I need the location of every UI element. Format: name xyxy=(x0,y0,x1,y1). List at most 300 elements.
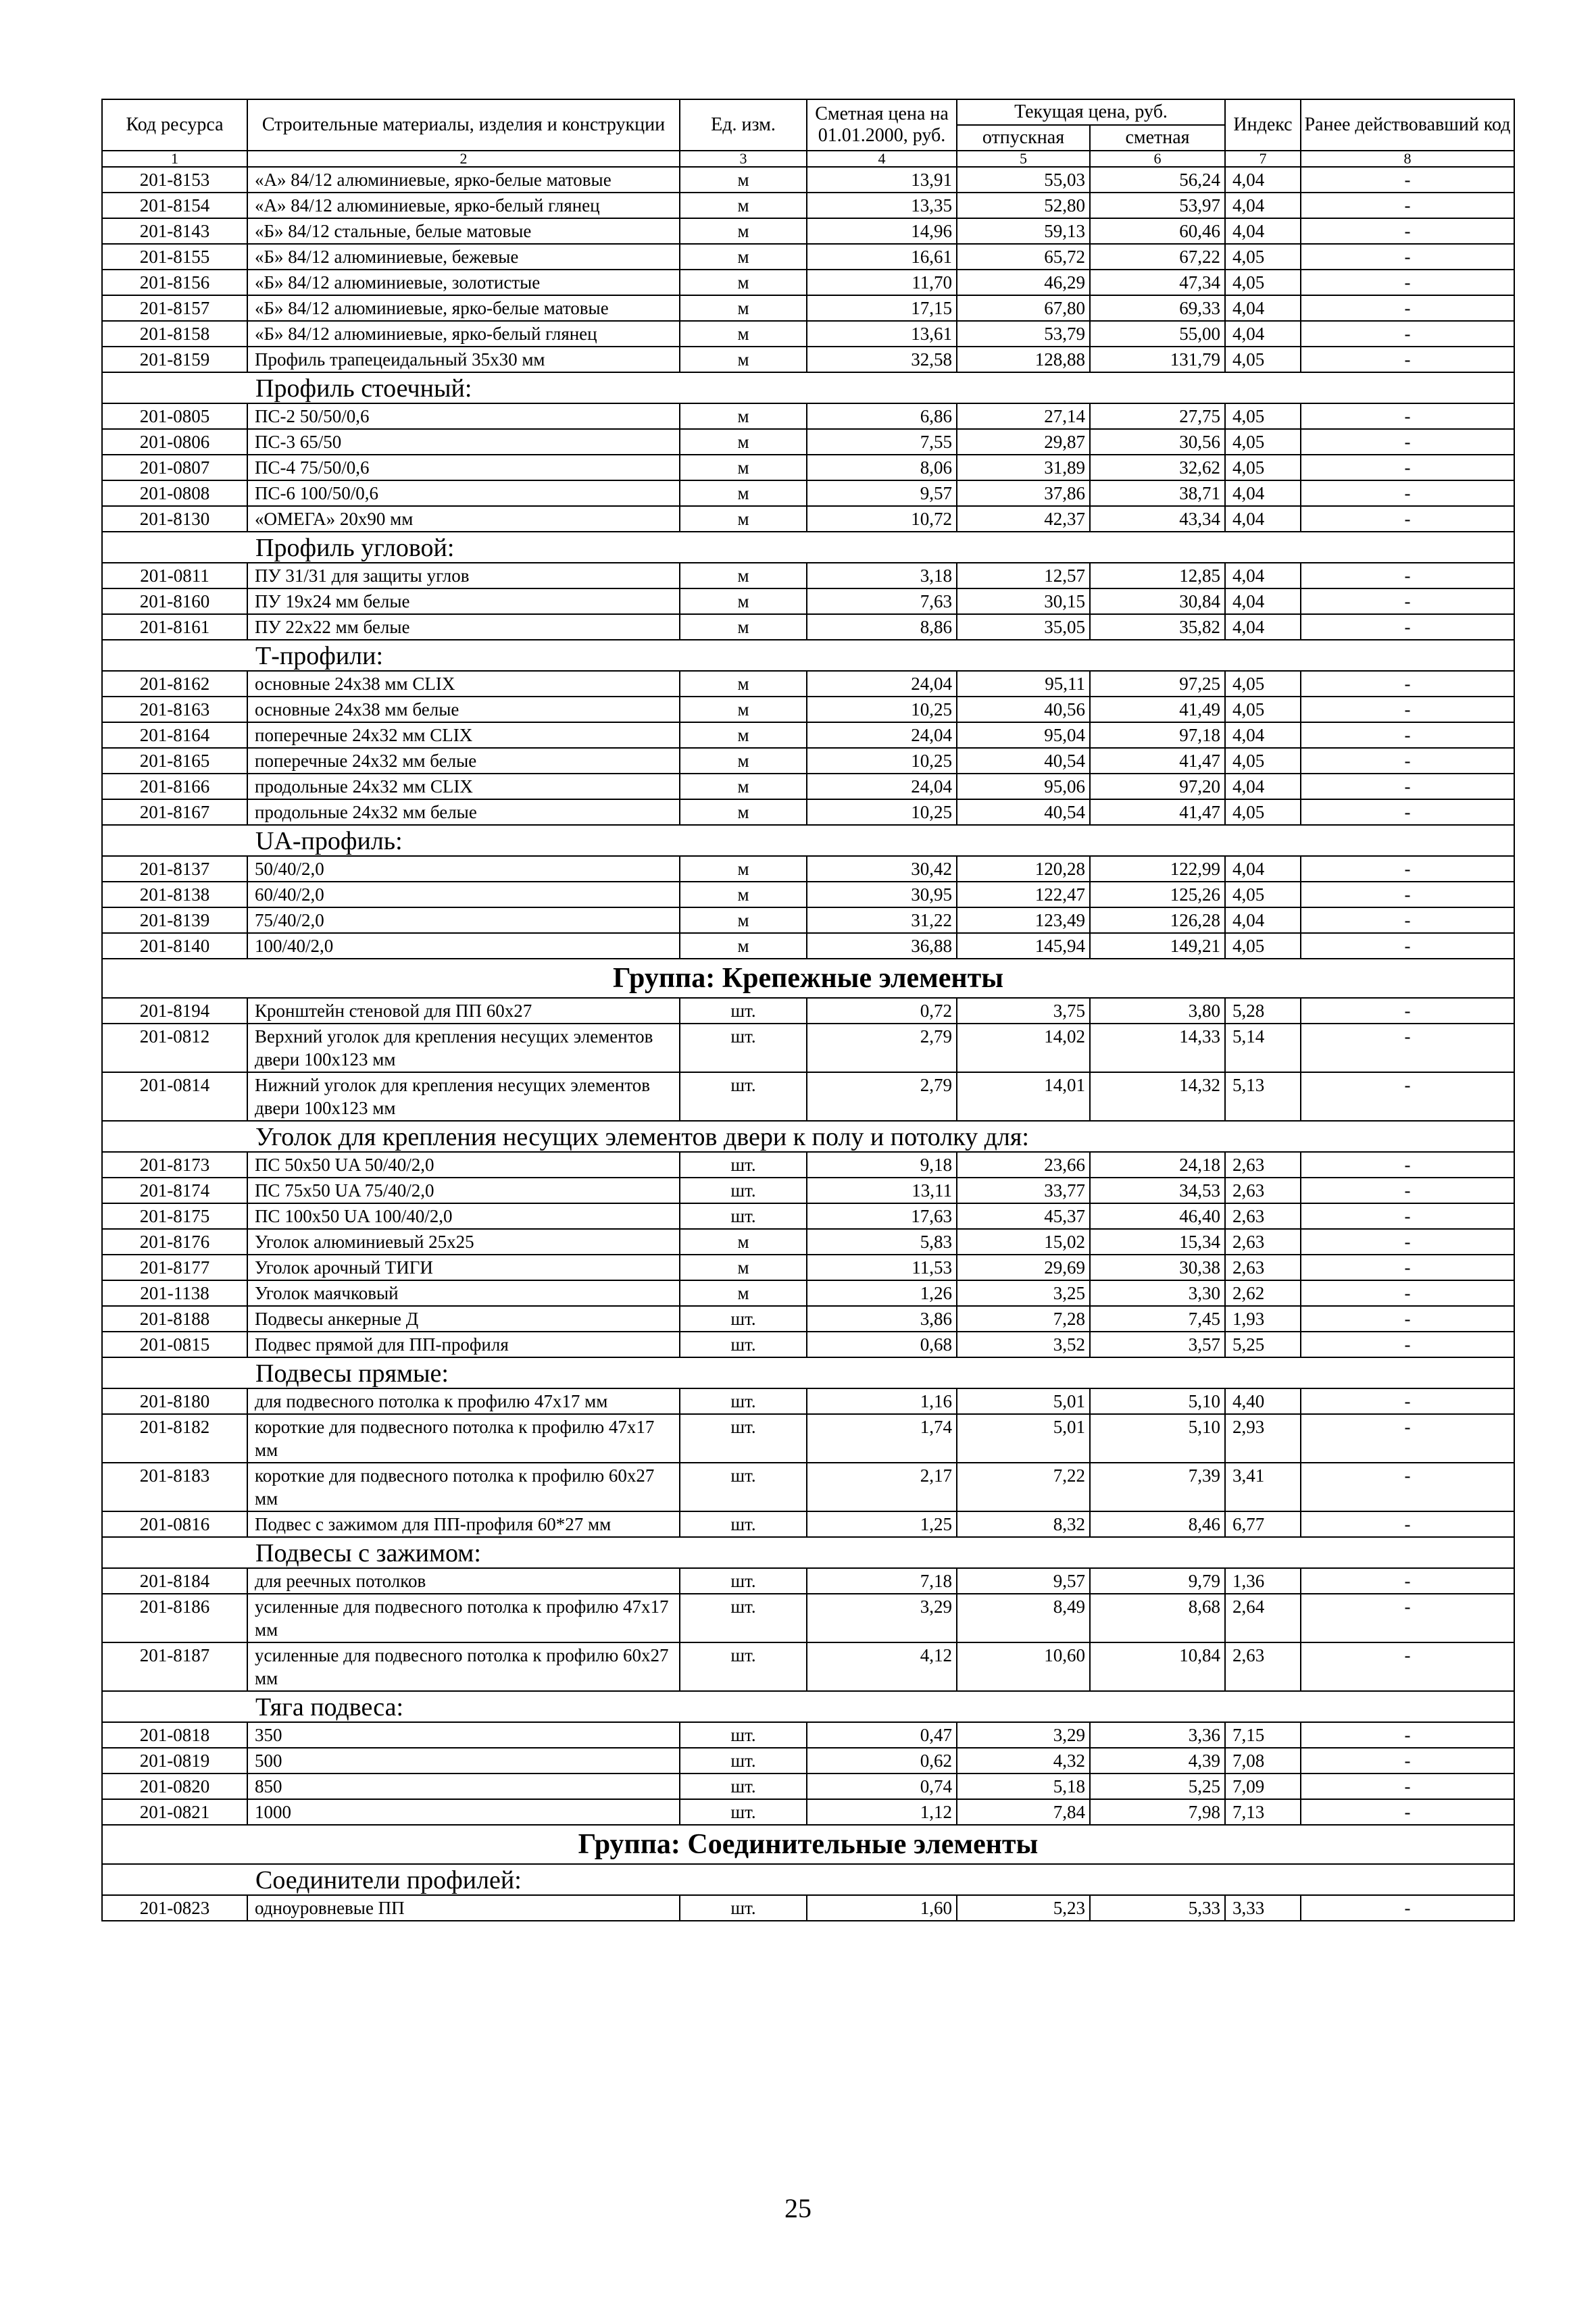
unit-cell: шт. xyxy=(680,1594,807,1642)
unit-cell: м xyxy=(680,429,807,455)
price-document xyxy=(101,99,1514,1921)
table-row xyxy=(102,347,1514,372)
material-name-cell: продольные 24x32 мм CLIX xyxy=(247,774,680,799)
table-row xyxy=(102,1799,1514,1825)
unit-cell: м xyxy=(680,218,807,244)
index-cell: 2,63 xyxy=(1225,1152,1301,1178)
unit-cell: м xyxy=(680,614,807,640)
base-price-cell: 14,96 xyxy=(807,218,957,244)
unit-cell: шт. xyxy=(680,1332,807,1357)
base-price-cell: 10,72 xyxy=(807,506,957,532)
unit-cell: м xyxy=(680,697,807,722)
prev-code-cell: - xyxy=(1301,882,1514,907)
estimate-price-cell: 7,45 xyxy=(1090,1306,1225,1332)
estimate-price-cell: 47,34 xyxy=(1090,270,1225,295)
index-cell: 4,04 xyxy=(1225,563,1301,588)
unit-cell: м xyxy=(680,774,807,799)
table-row xyxy=(102,455,1514,480)
release-price-cell: 30,15 xyxy=(957,588,1090,614)
unit-cell: м xyxy=(680,882,807,907)
prev-code-cell: - xyxy=(1301,270,1514,295)
estimate-price-cell: 30,84 xyxy=(1090,588,1225,614)
subgroup-heading-row xyxy=(102,1537,1514,1568)
estimate-price-cell: 56,24 xyxy=(1090,167,1225,193)
release-price-cell: 15,02 xyxy=(957,1229,1090,1255)
base-price-cell: 1,12 xyxy=(807,1799,957,1825)
release-price-cell: 27,14 xyxy=(957,403,1090,429)
release-price-cell: 67,80 xyxy=(957,295,1090,321)
base-price-cell: 7,55 xyxy=(807,429,957,455)
release-price-cell: 128,88 xyxy=(957,347,1090,372)
table-row xyxy=(102,270,1514,295)
resource-code-cell: 201-8160 xyxy=(102,588,247,614)
group-heading xyxy=(102,959,1514,998)
table-row xyxy=(102,1024,1514,1072)
material-name-cell: продольные 24x32 мм белые xyxy=(247,799,680,825)
index-cell: 4,04 xyxy=(1225,907,1301,933)
index-cell: 4,04 xyxy=(1225,722,1301,748)
material-name-cell: 100/40/2,0 xyxy=(247,933,680,959)
base-price-cell: 8,86 xyxy=(807,614,957,640)
unit-cell: м xyxy=(680,244,807,270)
estimate-price-cell: 69,33 xyxy=(1090,295,1225,321)
prev-code-cell: - xyxy=(1301,455,1514,480)
table-row xyxy=(102,907,1514,933)
subgroup-heading-text: Профиль угловой: xyxy=(255,534,455,562)
base-price-cell: 2,17 xyxy=(807,1463,957,1511)
base-price-cell: 13,35 xyxy=(807,193,957,218)
release-price-cell: 45,37 xyxy=(957,1203,1090,1229)
unit-cell: м xyxy=(680,193,807,218)
resource-code-cell: 201-8194 xyxy=(102,998,247,1024)
unit-cell: шт. xyxy=(680,1203,807,1229)
header-estimate-price: сметная xyxy=(1090,125,1225,151)
index-cell: 2,62 xyxy=(1225,1280,1301,1306)
table-row xyxy=(102,998,1514,1024)
release-price-cell: 35,05 xyxy=(957,614,1090,640)
release-price-cell: 7,84 xyxy=(957,1799,1090,1825)
estimate-price-cell: 27,75 xyxy=(1090,403,1225,429)
material-name-cell: усиленные для подвесного потолка к профилю 47x17 мм xyxy=(247,1594,680,1642)
unit-cell: шт. xyxy=(680,1152,807,1178)
base-price-cell: 36,88 xyxy=(807,933,957,959)
subgroup-heading-text: Соединители профилей: xyxy=(255,1866,522,1894)
prev-code-cell: - xyxy=(1301,1388,1514,1414)
unit-cell: шт. xyxy=(680,1799,807,1825)
release-price-cell: 53,79 xyxy=(957,321,1090,347)
release-price-cell: 3,25 xyxy=(957,1280,1090,1306)
index-cell: 2,63 xyxy=(1225,1642,1301,1691)
group-heading xyxy=(102,1825,1514,1864)
subgroup-heading-text: Т-профили: xyxy=(255,642,384,670)
material-name-cell: ПУ 19x24 мм белые xyxy=(247,588,680,614)
release-price-cell: 40,54 xyxy=(957,799,1090,825)
release-price-cell: 3,29 xyxy=(957,1722,1090,1748)
unit-cell: м xyxy=(680,347,807,372)
estimate-price-cell: 5,10 xyxy=(1090,1414,1225,1463)
unit-cell: шт. xyxy=(680,1748,807,1774)
unit-cell: шт. xyxy=(680,998,807,1024)
index-cell: 4,05 xyxy=(1225,933,1301,959)
prev-code-cell: - xyxy=(1301,1463,1514,1511)
prev-code-cell: - xyxy=(1301,480,1514,506)
material-name-cell: ПУ 22x22 мм белые xyxy=(247,614,680,640)
base-price-cell: 16,61 xyxy=(807,244,957,270)
unit-cell: шт. xyxy=(680,1072,807,1121)
header-base-price: Сметная цена на 01.01.2000, руб. xyxy=(807,99,957,151)
release-price-cell: 5,01 xyxy=(957,1414,1090,1463)
index-cell: 7,08 xyxy=(1225,1748,1301,1774)
base-price-cell: 24,04 xyxy=(807,722,957,748)
resource-code-cell: 201-8156 xyxy=(102,270,247,295)
index-cell: 6,77 xyxy=(1225,1511,1301,1537)
estimate-price-cell: 149,21 xyxy=(1090,933,1225,959)
material-name-cell: 75/40/2,0 xyxy=(247,907,680,933)
index-cell: 5,28 xyxy=(1225,998,1301,1024)
index-cell: 5,25 xyxy=(1225,1332,1301,1357)
release-price-cell: 40,56 xyxy=(957,697,1090,722)
resource-code-cell: 201-8162 xyxy=(102,671,247,697)
release-price-cell: 145,94 xyxy=(957,933,1090,959)
estimate-price-cell: 131,79 xyxy=(1090,347,1225,372)
table-row xyxy=(102,614,1514,640)
estimate-price-cell: 15,34 xyxy=(1090,1229,1225,1255)
table-row xyxy=(102,1722,1514,1748)
index-cell: 4,04 xyxy=(1225,295,1301,321)
release-price-cell: 5,23 xyxy=(957,1895,1090,1921)
prev-code-cell: - xyxy=(1301,588,1514,614)
page-number: 25 xyxy=(784,2193,812,2223)
base-price-cell: 3,29 xyxy=(807,1594,957,1642)
resource-code-cell: 201-8153 xyxy=(102,167,247,193)
base-price-cell: 1,60 xyxy=(807,1895,957,1921)
subgroup-heading xyxy=(102,640,1514,671)
prev-code-cell: - xyxy=(1301,403,1514,429)
subgroup-heading-row xyxy=(102,825,1514,856)
resource-code-cell: 201-0821 xyxy=(102,1799,247,1825)
column-number: 6 xyxy=(1090,151,1225,167)
index-cell: 4,04 xyxy=(1225,614,1301,640)
index-cell: 1,93 xyxy=(1225,1306,1301,1332)
subgroup-heading xyxy=(102,1864,1514,1895)
index-cell: 2,63 xyxy=(1225,1178,1301,1203)
resource-code-cell: 201-8180 xyxy=(102,1388,247,1414)
prev-code-cell: - xyxy=(1301,697,1514,722)
subgroup-heading-text: Тяга подвеса: xyxy=(255,1693,404,1721)
subgroup-heading xyxy=(102,1121,1514,1152)
base-price-cell: 3,18 xyxy=(807,563,957,588)
resource-code-cell: 201-1138 xyxy=(102,1280,247,1306)
resource-code-cell: 201-0812 xyxy=(102,1024,247,1072)
release-price-cell: 12,57 xyxy=(957,563,1090,588)
material-name-cell: ПС 100x50 UA 100/40/2,0 xyxy=(247,1203,680,1229)
material-name-cell: «Б» 84/12 алюминиевые, ярко-белый глянец xyxy=(247,321,680,347)
resource-code-cell: 201-8173 xyxy=(102,1152,247,1178)
estimate-price-cell: 41,47 xyxy=(1090,748,1225,774)
table-row xyxy=(102,1178,1514,1203)
resource-code-cell: 201-8139 xyxy=(102,907,247,933)
price-table xyxy=(101,99,1515,1921)
table-row xyxy=(102,1332,1514,1357)
estimate-price-cell: 60,46 xyxy=(1090,218,1225,244)
table-row xyxy=(102,480,1514,506)
unit-cell: м xyxy=(680,748,807,774)
table-row xyxy=(102,588,1514,614)
release-price-cell: 33,77 xyxy=(957,1178,1090,1203)
prev-code-cell: - xyxy=(1301,907,1514,933)
resource-code-cell: 201-8161 xyxy=(102,614,247,640)
base-price-cell: 11,53 xyxy=(807,1255,957,1280)
release-price-cell: 123,49 xyxy=(957,907,1090,933)
resource-code-cell: 201-8184 xyxy=(102,1568,247,1594)
base-price-cell: 1,16 xyxy=(807,1388,957,1414)
subgroup-heading-row xyxy=(102,372,1514,403)
material-name-cell: Профиль трапецеидальный 35x30 мм xyxy=(247,347,680,372)
prev-code-cell: - xyxy=(1301,1748,1514,1774)
prev-code-cell: - xyxy=(1301,167,1514,193)
resource-code-cell: 201-8164 xyxy=(102,722,247,748)
release-price-cell: 95,04 xyxy=(957,722,1090,748)
estimate-price-cell: 97,25 xyxy=(1090,671,1225,697)
subgroup-heading-text: UA-профиль: xyxy=(255,827,403,855)
table-row xyxy=(102,1463,1514,1511)
prev-code-cell: - xyxy=(1301,1568,1514,1594)
subgroup-heading xyxy=(102,825,1514,856)
prev-code-cell: - xyxy=(1301,295,1514,321)
material-name-cell: Кронштейн стеновой для ПП 60x27 xyxy=(247,998,680,1024)
release-price-cell: 3,52 xyxy=(957,1332,1090,1357)
unit-cell: м xyxy=(680,722,807,748)
release-price-cell: 31,89 xyxy=(957,455,1090,480)
estimate-price-cell: 5,25 xyxy=(1090,1774,1225,1799)
subgroup-heading-row xyxy=(102,1121,1514,1152)
prev-code-cell: - xyxy=(1301,347,1514,372)
column-number: 5 xyxy=(957,151,1090,167)
estimate-price-cell: 24,18 xyxy=(1090,1152,1225,1178)
material-name-cell: Уголок алюминиевый 25x25 xyxy=(247,1229,680,1255)
index-cell: 4,05 xyxy=(1225,799,1301,825)
material-name-cell: ПС-6 100/50/0,6 xyxy=(247,480,680,506)
base-price-cell: 30,95 xyxy=(807,882,957,907)
table-row xyxy=(102,506,1514,532)
column-number: 7 xyxy=(1225,151,1301,167)
unit-cell: м xyxy=(680,506,807,532)
resource-code-cell: 201-0808 xyxy=(102,480,247,506)
subgroup-heading-text: Уголок для крепления несущих элементов двери к полу и потолку для: xyxy=(255,1123,1029,1151)
material-name-cell: для подвесного потолка к профилю 47x17 мм xyxy=(247,1388,680,1414)
material-name-cell: 1000 xyxy=(247,1799,680,1825)
release-price-cell: 65,72 xyxy=(957,244,1090,270)
prev-code-cell: - xyxy=(1301,1152,1514,1178)
index-cell: 5,13 xyxy=(1225,1072,1301,1121)
resource-code-cell: 201-8182 xyxy=(102,1414,247,1463)
index-cell: 2,63 xyxy=(1225,1203,1301,1229)
estimate-price-cell: 3,80 xyxy=(1090,998,1225,1024)
table-row xyxy=(102,193,1514,218)
base-price-cell: 17,63 xyxy=(807,1203,957,1229)
release-price-cell: 14,02 xyxy=(957,1024,1090,1072)
resource-code-cell: 201-0811 xyxy=(102,563,247,588)
material-name-cell: усиленные для подвесного потолка к профилю 60x27 мм xyxy=(247,1642,680,1691)
index-cell: 4,05 xyxy=(1225,429,1301,455)
group-heading-row xyxy=(102,1825,1514,1864)
resource-code-cell: 201-8140 xyxy=(102,933,247,959)
index-cell: 4,05 xyxy=(1225,347,1301,372)
prev-code-cell: - xyxy=(1301,1332,1514,1357)
estimate-price-cell: 34,53 xyxy=(1090,1178,1225,1203)
table-row xyxy=(102,722,1514,748)
unit-cell: шт. xyxy=(680,1568,807,1594)
resource-code-cell: 201-8183 xyxy=(102,1463,247,1511)
material-name-cell: короткие для подвесного потолка к профилю 47x17 мм xyxy=(247,1414,680,1463)
table-row xyxy=(102,563,1514,588)
material-name-cell: поперечные 24x32 мм CLIX xyxy=(247,722,680,748)
resource-code-cell: 201-8166 xyxy=(102,774,247,799)
subgroup-heading-row xyxy=(102,532,1514,563)
material-name-cell: 500 xyxy=(247,1748,680,1774)
header-current-price: Текущая цена, руб. xyxy=(957,99,1225,125)
index-cell: 4,05 xyxy=(1225,244,1301,270)
prev-code-cell: - xyxy=(1301,1280,1514,1306)
material-name-cell: ПС 50x50 UA 50/40/2,0 xyxy=(247,1152,680,1178)
index-cell: 3,33 xyxy=(1225,1895,1301,1921)
unit-cell: м xyxy=(680,321,807,347)
table-row xyxy=(102,1895,1514,1921)
base-price-cell: 13,61 xyxy=(807,321,957,347)
base-price-cell: 10,25 xyxy=(807,748,957,774)
base-price-cell: 0,74 xyxy=(807,1774,957,1799)
unit-cell: м xyxy=(680,799,807,825)
prev-code-cell: - xyxy=(1301,799,1514,825)
prev-code-cell: - xyxy=(1301,998,1514,1024)
base-price-cell: 1,26 xyxy=(807,1280,957,1306)
release-price-cell: 55,03 xyxy=(957,167,1090,193)
resource-code-cell: 201-8186 xyxy=(102,1594,247,1642)
material-name-cell: «А» 84/12 алюминиевые, ярко-белые матовые xyxy=(247,167,680,193)
release-price-cell: 8,49 xyxy=(957,1594,1090,1642)
table-row xyxy=(102,697,1514,722)
table-row xyxy=(102,295,1514,321)
resource-code-cell: 201-8165 xyxy=(102,748,247,774)
release-price-cell: 29,69 xyxy=(957,1255,1090,1280)
subgroup-heading-row xyxy=(102,640,1514,671)
release-price-cell: 95,11 xyxy=(957,671,1090,697)
resource-code-cell: 201-8143 xyxy=(102,218,247,244)
resource-code-cell: 201-8138 xyxy=(102,882,247,907)
estimate-price-cell: 3,57 xyxy=(1090,1332,1225,1357)
unit-cell: м xyxy=(680,295,807,321)
unit-cell: шт. xyxy=(680,1895,807,1921)
material-name-cell: Уголок арочный ТИГИ xyxy=(247,1255,680,1280)
material-name-cell: Уголок маячковый xyxy=(247,1280,680,1306)
material-name-cell: 350 xyxy=(247,1722,680,1748)
release-price-cell: 3,75 xyxy=(957,998,1090,1024)
resource-code-cell: 201-0823 xyxy=(102,1895,247,1921)
resource-code-cell: 201-8188 xyxy=(102,1306,247,1332)
release-price-cell: 122,47 xyxy=(957,882,1090,907)
release-price-cell: 42,37 xyxy=(957,506,1090,532)
material-name-cell: ПУ 31/31 для защиты углов xyxy=(247,563,680,588)
unit-cell: м xyxy=(680,588,807,614)
prev-code-cell: - xyxy=(1301,1774,1514,1799)
table-row xyxy=(102,1306,1514,1332)
column-numbers-row xyxy=(102,151,1514,167)
table-body xyxy=(102,167,1514,1921)
release-price-cell: 5,18 xyxy=(957,1774,1090,1799)
estimate-price-cell: 38,71 xyxy=(1090,480,1225,506)
column-number: 1 xyxy=(102,151,247,167)
table-row xyxy=(102,1568,1514,1594)
resource-code-cell: 201-8177 xyxy=(102,1255,247,1280)
resource-code-cell: 201-8130 xyxy=(102,506,247,532)
subgroup-heading xyxy=(102,1537,1514,1568)
unit-cell: м xyxy=(680,1229,807,1255)
base-price-cell: 0,68 xyxy=(807,1332,957,1357)
table-row xyxy=(102,1388,1514,1414)
prev-code-cell: - xyxy=(1301,856,1514,882)
resource-code-cell: 201-8175 xyxy=(102,1203,247,1229)
base-price-cell: 2,79 xyxy=(807,1072,957,1121)
index-cell: 4,40 xyxy=(1225,1388,1301,1414)
unit-cell: м xyxy=(680,671,807,697)
prev-code-cell: - xyxy=(1301,774,1514,799)
base-price-cell: 0,62 xyxy=(807,1748,957,1774)
release-price-cell: 23,66 xyxy=(957,1152,1090,1178)
base-price-cell: 17,15 xyxy=(807,295,957,321)
table-row xyxy=(102,1203,1514,1229)
prev-code-cell: - xyxy=(1301,1511,1514,1537)
prev-code-cell: - xyxy=(1301,1255,1514,1280)
release-price-cell: 95,06 xyxy=(957,774,1090,799)
base-price-cell: 24,04 xyxy=(807,774,957,799)
prev-code-cell: - xyxy=(1301,1203,1514,1229)
unit-cell: м xyxy=(680,480,807,506)
resource-code-cell: 201-8187 xyxy=(102,1642,247,1691)
subgroup-heading-row xyxy=(102,1357,1514,1388)
resource-code-cell: 201-0820 xyxy=(102,1774,247,1799)
estimate-price-cell: 5,33 xyxy=(1090,1895,1225,1921)
estimate-price-cell: 10,84 xyxy=(1090,1642,1225,1691)
table-row xyxy=(102,1748,1514,1774)
prev-code-cell: - xyxy=(1301,671,1514,697)
resource-code-cell: 201-0807 xyxy=(102,455,247,480)
subgroup-heading-row xyxy=(102,1864,1514,1895)
index-cell: 1,36 xyxy=(1225,1568,1301,1594)
index-cell: 4,05 xyxy=(1225,748,1301,774)
subgroup-heading xyxy=(102,532,1514,563)
estimate-price-cell: 43,34 xyxy=(1090,506,1225,532)
header-prev-code: Ранее действовавший код xyxy=(1301,99,1514,151)
release-price-cell: 52,80 xyxy=(957,193,1090,218)
estimate-price-cell: 14,33 xyxy=(1090,1024,1225,1072)
column-number: 3 xyxy=(680,151,807,167)
base-price-cell: 7,63 xyxy=(807,588,957,614)
material-name-cell: «ОМЕГА» 20x90 мм xyxy=(247,506,680,532)
prev-code-cell: - xyxy=(1301,1024,1514,1072)
material-name-cell: «Б» 84/12 алюминиевые, золотистые xyxy=(247,270,680,295)
index-cell: 2,63 xyxy=(1225,1255,1301,1280)
unit-cell: м xyxy=(680,167,807,193)
material-name-cell: ПС-3 65/50 xyxy=(247,429,680,455)
resource-code-cell: 201-0819 xyxy=(102,1748,247,1774)
subgroup-heading-text: Подвесы с зажимом: xyxy=(255,1539,481,1567)
prev-code-cell: - xyxy=(1301,1895,1514,1921)
unit-cell: шт. xyxy=(680,1511,807,1537)
index-cell: 4,05 xyxy=(1225,882,1301,907)
release-price-cell: 40,54 xyxy=(957,748,1090,774)
base-price-cell: 7,18 xyxy=(807,1568,957,1594)
base-price-cell: 5,83 xyxy=(807,1229,957,1255)
